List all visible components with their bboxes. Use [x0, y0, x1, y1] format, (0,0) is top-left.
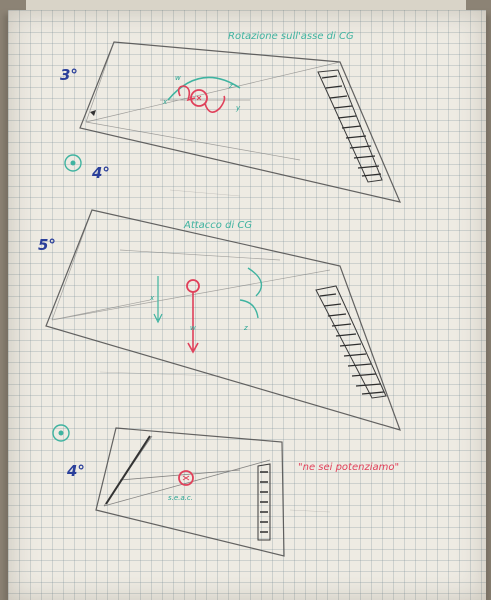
sketch-1-label-y: y [236, 104, 241, 112]
sketch-2-title: Attacco di CG [184, 220, 253, 231]
sketch-1-inner-lines [86, 42, 340, 160]
sketch-1-cg-dot [197, 96, 201, 100]
sketch-2-teal-curve-right [240, 268, 261, 318]
roundel-mark-1-center [71, 161, 76, 166]
sketch-3-hatching [260, 472, 268, 532]
roundel-mark-1 [65, 155, 81, 171]
sketch-3-cg-mark [183, 476, 189, 480]
sketch-2-label-w: w [190, 324, 196, 332]
sketch-3-step-label: 4° [67, 462, 85, 480]
sketch-1-title: Rotazione sull'asse di CG [228, 31, 354, 42]
sketch-3 [66, 428, 399, 556]
sketch-1 [60, 31, 400, 202]
sketch-1-nose-mark [90, 110, 96, 116]
sketch-2 [38, 210, 400, 430]
sketch-2-side-step-label: 4° [92, 164, 110, 182]
sketch-1-step-label: 3° [60, 66, 78, 84]
sketch-2-step-label: 5° [38, 236, 56, 254]
sketch-3-thick-line [106, 436, 150, 504]
sketch-3-center-label: s.e.a.c. [168, 494, 193, 502]
sketch-2-hatching [320, 294, 384, 394]
sketch-2-teal-arrow-left [154, 276, 162, 322]
sketch-1-label-z: z [229, 82, 233, 90]
sketch-1-outline [80, 42, 400, 202]
sketch-3-caption: "ne sei potenziamo" [298, 462, 400, 473]
sketch-2-label-x: x [150, 294, 155, 302]
sketch-1-hatching [322, 76, 381, 176]
sketch-3-outline [96, 428, 284, 556]
sketch-2-hatched-tail [316, 286, 386, 398]
roundel-mark-2 [53, 425, 69, 441]
sketch-2-cg-arrow [188, 292, 198, 352]
roundel-mark-2-center [59, 431, 64, 436]
sketch-2-label-z: z [244, 324, 248, 332]
sketch-2-cg-circle [187, 280, 199, 292]
sketch-2-outline [46, 210, 400, 430]
sketch-1-label-x: x [163, 98, 168, 106]
sketch-1-label-w: w [175, 74, 181, 82]
